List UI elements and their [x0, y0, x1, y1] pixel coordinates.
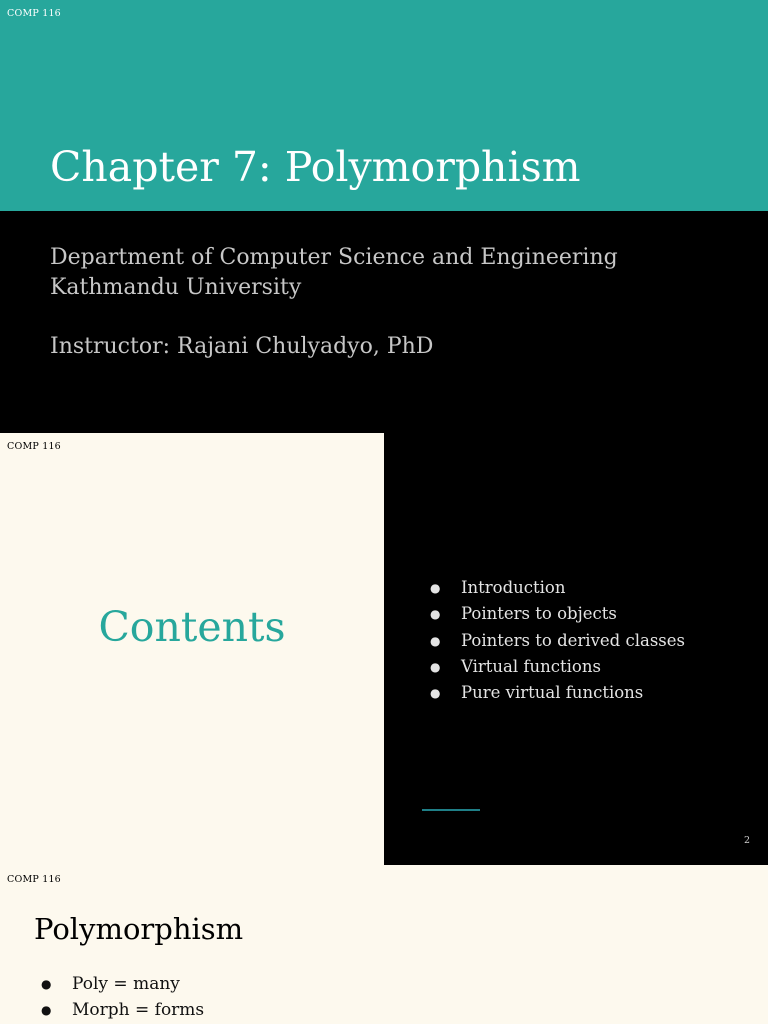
list-item: ● Virtual functions: [424, 654, 685, 680]
info-band: [0, 211, 768, 433]
contents-heading: Contents: [98, 603, 286, 651]
list-item: ● Poly = many: [38, 971, 204, 997]
accent-line: [422, 809, 480, 811]
page-number: 2: [743, 835, 750, 846]
title-band: [0, 0, 768, 211]
list-item: ● Pure virtual functions: [424, 680, 685, 706]
slide-title: Polymorphism: [34, 912, 244, 946]
slide-title: [0, 0, 768, 433]
course-tag: COMP 116: [7, 441, 61, 452]
instructor-name: Instructor: Rajani Chulyadyo, PhD: [50, 334, 434, 359]
contents-left-panel: [0, 433, 384, 865]
list-item: ● Morph = forms: [38, 997, 204, 1023]
university-name: Kathmandu University: [50, 275, 302, 300]
course-tag: COMP 116: [7, 8, 61, 19]
course-tag: COMP 116: [7, 874, 61, 885]
department-block: [50, 243, 618, 303]
department-name: Department of Computer Science and Engineering: [50, 245, 618, 270]
list-item: ● Pointers to objects: [424, 601, 685, 627]
slide-polymorphism: [0, 865, 768, 1024]
slide-contents: [0, 433, 768, 865]
list-item: ● Pointers to derived classes: [424, 628, 685, 654]
bullet-list: [38, 971, 204, 1023]
list-item: ● Introduction: [424, 575, 685, 601]
chapter-title: Chapter 7: Polymorphism: [50, 143, 581, 191]
contents-list: [424, 575, 685, 706]
contents-right-panel: [384, 433, 768, 865]
